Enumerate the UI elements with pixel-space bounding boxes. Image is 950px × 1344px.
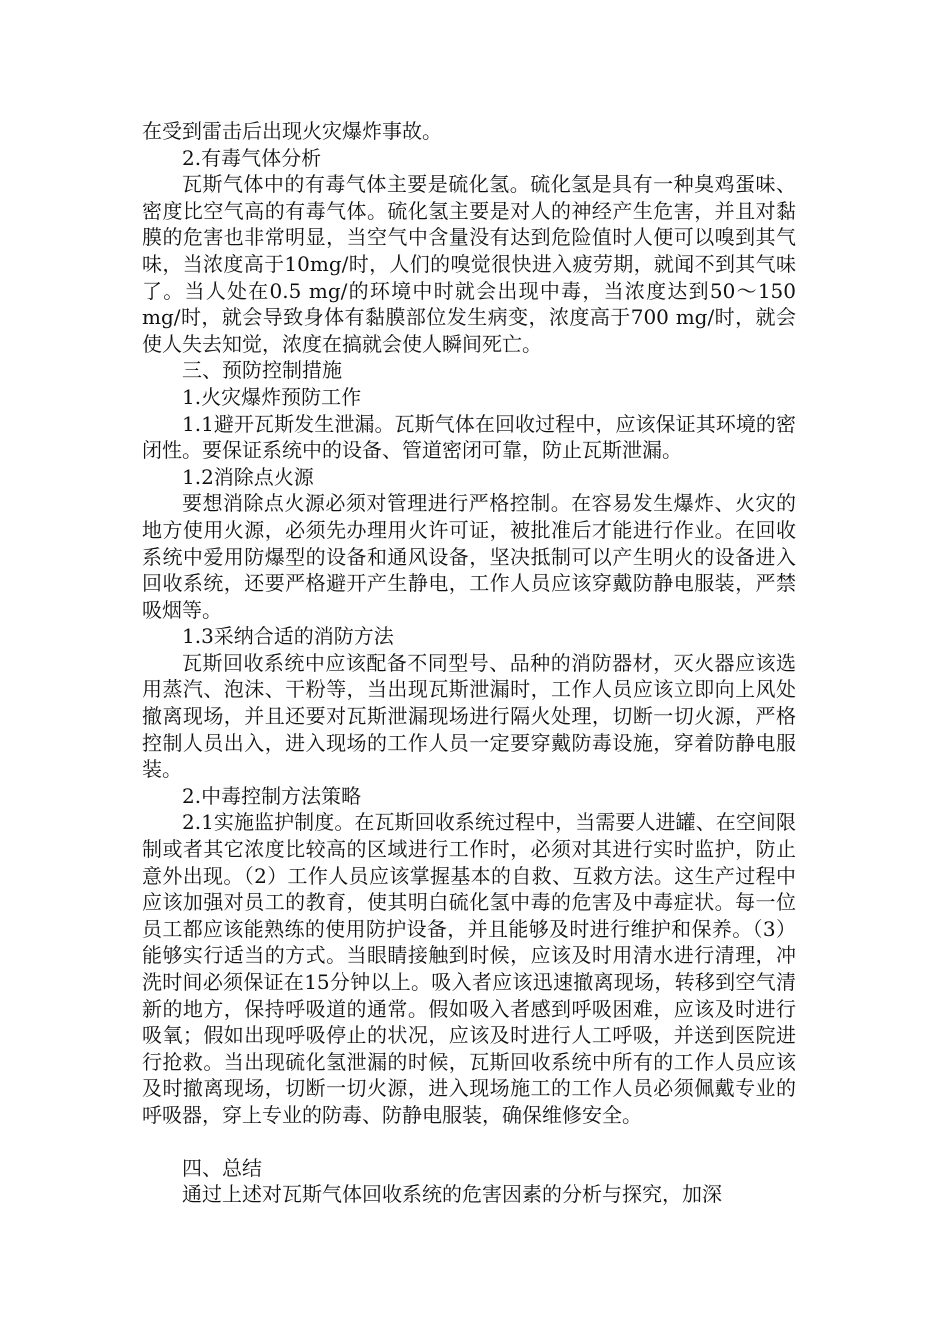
section-heading-fire-fighting: 1.3采纳合适的消防方法 xyxy=(182,624,394,649)
paragraph-fire-fighting: 瓦斯回收系统中应该配备不同型号、品种的消防器材，灭火器应该选用蒸汽、泡沫、干粉等，当出现瓦斯泄漏时，工作人员应该立即向上风处撤离现场，并且还要对瓦斯泄漏现场进行隔火处理，切断一切火源，严格控制人员出入，进入现场的工作人员一定要穿戴防毒设施，穿着防静电服装。 xyxy=(142,650,796,782)
section-heading-poisoning: 2.中毒控制方法策略 xyxy=(182,783,362,808)
section-heading-prevention: 三、预防控制措施 xyxy=(182,358,342,383)
section-heading-fire-prevention: 1.火灾爆炸预防工作 xyxy=(182,384,362,409)
paragraph-poisoning: 2.1实施监护制度。在瓦斯回收系统过程中，当需要人进罐、在空间限制或者其它浓度比较高的区域进行工作时，必须对其进行实时监护，防止意外出现。（2）工作人员应该掌握基本的自救、互救方法。这生产过程中应该加强对员工的教育，使其明白硫化氢中毒的危害及中毒症状。每一位员工都应该能熟练的使用防护设备，并且能够及时进行维护和保养。（3）能够实行适当的方式。当眼睛接触到时候，应该及时用清水进行清理，冲洗时间必须保证在15分钟以上。吸入者应该迅速撤离现场，转移到空气清新的地方，保持呼吸道的通常。假如吸入者感到呼吸困难，应该及时进行吸氧；假如出现呼吸停止的状况，应该及时进行人工呼吸，并送到医院进行抢救。当出现硫化氢泄漏的时候，瓦斯回收系统中所有的工作人员应该及时撤离现场，切断一切火源，进入现场施工的工作人员必须佩戴专业的呼吸器，穿上专业的防毒、防静电服装，确保维修安全。 xyxy=(142,810,796,1127)
section-heading-summary: 四、总结 xyxy=(182,1155,262,1180)
paragraph-toxic-gas: 瓦斯气体中的有毒气体主要是硫化氢。硫化氢是具有一种臭鸡蛋味、密度比空气高的有毒气体。硫化氢主要是对人的神经产生危害，并且对黏膜的危害也非常明显，当空气中含量没有达到危险值时人便可以嗅到其气味，当浓度高于10mg/时，人们的嗅觉很快进入疲劳期，就闻不到其气味了。当人处在0.5 mg/的环境中时就会出现中毒，当浓度达到50～150 mg/时，就会导致身体有黏膜部位发生病变，浓度高于700 mg/时，就会使人失去知觉，浓度在搞就会使人瞬间死亡。 xyxy=(142,172,796,356)
section-heading-toxic-gas: 2.有毒气体分析 xyxy=(182,145,322,170)
paragraph-continuation: 在受到雷击后出现火灾爆炸事故。 xyxy=(142,119,442,143)
document-body xyxy=(142,118,796,1208)
section-heading-ignition: 1.2消除点火源 xyxy=(182,464,314,489)
paragraph-summary: 通过上述对瓦斯气体回收系统的危害因素的分析与探究，加深 xyxy=(182,1182,722,1207)
paragraph-avoid-leak: 1.1避开瓦斯发生泄漏。瓦斯气体在回收过程中，应该保证其环境的密闭性。要保证系统中的设备、管道密闭可靠，防止瓦斯泄漏。 xyxy=(142,411,796,463)
paragraph-ignition: 要想消除点火源必须对管理进行严格控制。在容易发生爆炸、火灾的地方使用火源，必须先办理用火许可证，被批准后才能进行作业。在回收系统中爱用防爆型的设备和通风设备，坚决抵制可以产生明火的设备进入回收系统，还要严格避开产生静电，工作人员应该穿戴防静电服装，严禁吸烟等。 xyxy=(142,491,796,622)
